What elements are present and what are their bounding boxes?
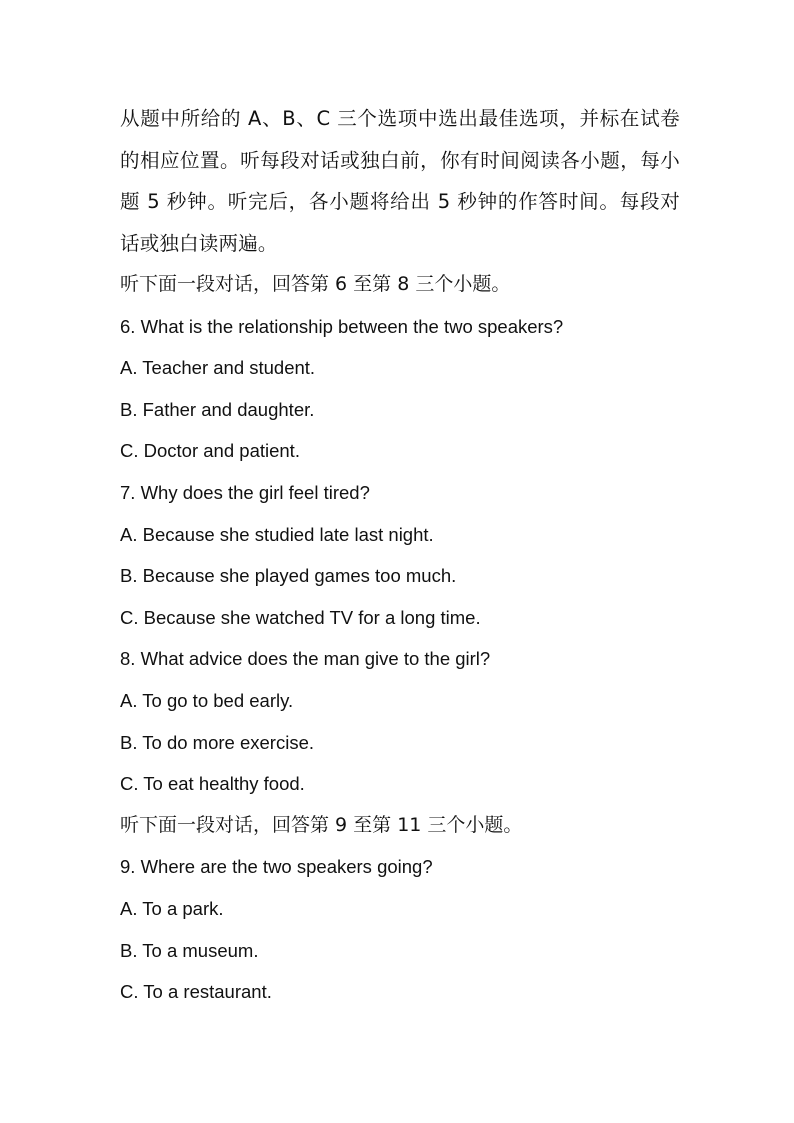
option-c: C. To a restaurant. (120, 981, 272, 1003)
option-b: B. Father and daughter. (120, 398, 315, 420)
question-6 (120, 306, 680, 472)
option-a: A. Because she studied late last night. (120, 523, 434, 545)
question-text: 8. What advice does the man give to the girl? (120, 648, 491, 670)
section-heading: 听下面一段对话，回答第 6 至第 8 三个小题。 (120, 273, 511, 295)
option-a: A. To go to bed early. (120, 689, 294, 711)
option-b: B. Because she played games too much. (120, 565, 457, 587)
question-text: 7. Why does the girl feel tired? (120, 481, 370, 503)
section-heading: 听下面一段对话，回答第 9 至第 11 三个小题。 (120, 813, 523, 836)
option-b: B. To a museum. (120, 939, 259, 961)
option-a: A. Teacher and student. (120, 357, 316, 379)
section-2 (120, 805, 680, 1013)
question-8 (120, 638, 680, 804)
option-c: C. Doctor and patient. (120, 440, 300, 462)
question-7 (120, 472, 680, 638)
instructions-paragraph: 从题中所给的 A、B、C 三个选项中选出最佳选项，并标在试卷的相应位置。听每段对话或独白前，你有时间阅读各小题，每小题 5 秒钟。听完后，各小题将给出 5 秒钟的作答时间。每段对话或独白读两遍。 (120, 107, 680, 255)
option-b: B. To do more exercise. (120, 731, 314, 753)
document-page (120, 98, 680, 1013)
option-a: A. To a park. (120, 897, 224, 919)
option-c: C. Because she watched TV for a long time. (120, 606, 481, 628)
question-9 (120, 846, 680, 1012)
option-c: C. To eat healthy food. (120, 773, 305, 795)
question-text: 9. Where are the two speakers going? (120, 856, 433, 878)
section-1 (120, 264, 680, 805)
question-text: 6. What is the relationship between the two speakers? (120, 315, 564, 337)
